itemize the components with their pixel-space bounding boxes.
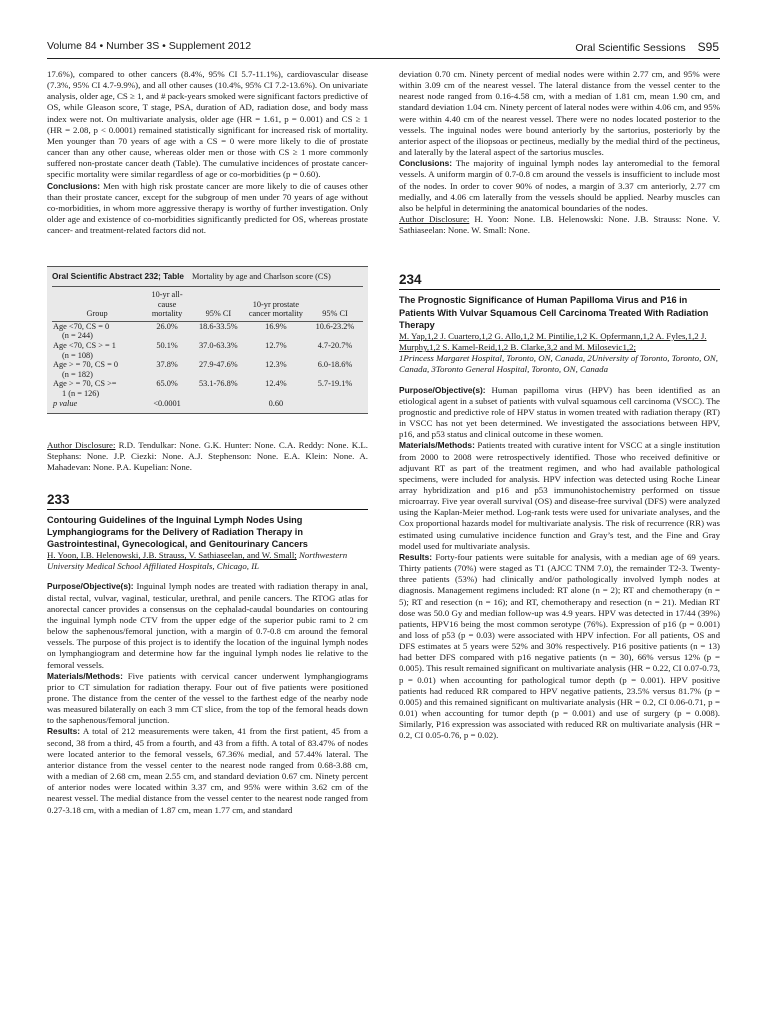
author-affiliation: Northwestern University Medical School Affiliated Hospitals, Chicago, IL xyxy=(47,550,348,572)
table-row xyxy=(52,341,363,351)
ci-cell: 6.0-18.6% xyxy=(317,360,353,370)
ci-cell: 10.6-23.2% xyxy=(315,321,355,331)
disclosure-text: H. Yoon: None. I.B. Helenowski: None. J.B. Strauss: None. V. Sathiaseelan: None. W. Small: None. xyxy=(399,214,721,236)
results-text: Forty-four patients were suitable for analysis, with a median age of 69 years. Thirty patients (70%) were staged as T1 (AJCC TNM 7.0), the remainder T2-3. Twenty-three patients (53%) had clinically and/or pathologically involved lymph nodes at diagnosis. Management regimens included: RT alone (n = 2); RT and chemotherapy (n = 5); RT and resection (n = 16); and RT, chemotherapy and resection (n = 21). Median RT dose was 50.0 Gy and median follow-up was 4.9 years. HPV was detected in 17/44 (39%) patients, HPV16 being the most common serotype (76%). Expression of p16 (p = 0.001) and loss of p53 (p = 0.03) were associated with HPV infection. For all patients, OS and DFS estimates at 5 years were 52% and 30% respectively. P16 positive patients (n = 13) had better DFS compared with p16 negative patients (n = 30), 66% versus 12% (p = 0.005). This result remained significant on multivariate analysis (HR = 0.22, CI 0.07-0.73, p = 0.01) when accounting for pathological tumor depth (p = 0.001). HPV positive patients had reduced RR compared to HPV negative patients, 23.5% versus 81.7% (p = 0.005) and this remained significant on multivariate analysis (HR = 0.2, CI 0.06-0.71, p = 0.01) when accounting for tumor depth (p = 0.001) and use of surgery (p = 0.008). Similarly, P16 expression was associated with reduced RR on multivariate analysis (HR = 0.2, CI 0.05-0.76, p = 0.02). xyxy=(399,551,720,741)
group-cell: Age <70, CS = 0 xyxy=(53,321,110,331)
abstract-233-disclosure xyxy=(399,214,720,236)
group-cell: Age <70, CS > = 1 xyxy=(53,340,116,350)
header-right xyxy=(575,40,719,54)
methods-label: Materials/Methods: xyxy=(399,440,475,451)
ci-cell: 4.7-20.7% xyxy=(317,340,353,350)
pvalue-label: p value xyxy=(53,399,78,409)
right-column xyxy=(399,69,720,742)
table-row xyxy=(52,321,363,331)
table-header-all-mortality: 10-yr all-cause mortality xyxy=(142,287,192,321)
all-mortality-cell: 37.8% xyxy=(156,360,178,370)
purpose-text: Inguinal lymph nodes are treated with radiation therapy in anal, distal rectal, vulvar, vaginal, testicular, urethral, and penile cancers. The RTOG atlas for anorectal cancer provides a consensus on the cephalad-caudal boundaries on contouring the inguinal lymph node CTV from the upper edge of the superior pubic rami to 2 cm below the saphenous/femoral junction, with a margin of 0.7-0.8 cm around the femoral vessels. The purpose of this project is to identify the location of the inguinal lymph nodes on lymphangiogram and determine how far the inguinal lymph nodes lie relative to the femoral vessels. xyxy=(47,581,368,670)
methods-label: Materials/Methods: xyxy=(47,670,123,681)
purpose-text: Human papilloma virus (HPV) has been identified as an etiological agent in a subset of patients with vulval squamous cell carcinoma (VSCC). The prognostic and predictive role of HPV status in women treated with radiation therapy (RT) in VSCC has not yet been determined. We investigated the associations between HPV, p16, and p53 status and clinical outcome in these women. xyxy=(399,384,720,440)
table-header-ci-2: 95% CI xyxy=(307,287,363,321)
table-row xyxy=(52,379,363,389)
methods-text: Patients treated with curative intent for VSCC at a single institution from 2000 to 2008 were retrospectively identified. Those who received definitive or adjuvant RT as part of the treatment regimen, and who had available pathological specimens, were included for analysis. HPV infection was detected using Roche Linear array hybridization and p16 and p53 immunohistochemistry performed on tissue microarray. Five year overall survival (OS) and disease-free survival (DFS) were analyzed using the Kaplan-Meier method. Log-rank tests were used for univariate analyses, and the Cox proportional hazards model for multivariate analysis. The risk of recurrence (RR) was estimated using cumulative incidence function and Gray’s test, and the Fine and Gray model used for multivariate analysis. xyxy=(399,440,720,551)
section-title: Oral Scientific Sessions xyxy=(575,42,686,54)
pc-mortality-cell: 12.7% xyxy=(265,340,287,350)
left-column xyxy=(47,69,368,816)
ci-cell: 53.1-76.8% xyxy=(199,379,238,389)
pc-mortality-cell: 16.9% xyxy=(265,321,287,331)
results-label: Results: xyxy=(47,726,81,737)
group-cell: Age > = 70, CS >= xyxy=(53,379,117,389)
table-caption xyxy=(52,269,363,287)
conclusions-label: Conclusions: xyxy=(47,180,101,191)
table-row-n xyxy=(52,331,363,341)
abstract-234 xyxy=(399,270,720,741)
purpose-label: Purpose/Objective(s): xyxy=(399,384,486,395)
n-cell: (n = 244) xyxy=(62,331,93,341)
pvalue-pc: 0.60 xyxy=(268,399,284,409)
disclosure-label: Author Disclosure: xyxy=(47,440,116,451)
table-caption-text: Mortality by age and Charlson score (CS) xyxy=(192,272,331,282)
conclusions-text: The majority of inguinal lymph nodes lay anteromedial to the femoral vessels. A uniform margin of 0.7-0.8 cm around the vessels is insufficient to include most of the nodes. In order to cover 90% of nodes, a margin of 3.37 cm anteriorly, 2.77 cm medially, and 4.06 cm laterally from the vessels should be applied. Nearby muscles can also be helpful in determining the anatomical boundaries of the nodes. xyxy=(399,158,720,213)
header-rule xyxy=(47,58,720,59)
n-cell: (n = 108) xyxy=(62,350,93,360)
abstract-title: The Prognostic Significance of Human Papilloma Virus and P16 in Patients With Vulvar Squamous Cell Carcinoma Treated With Radiation Therapy xyxy=(399,295,709,330)
abstract-233-conclusions xyxy=(399,158,720,214)
abstract-233 xyxy=(47,490,368,816)
results-section xyxy=(399,552,720,742)
pvalue-all: <0.0001 xyxy=(153,399,181,409)
purpose-section xyxy=(47,581,368,670)
table-grid xyxy=(52,287,363,409)
conclusions-text: Men with high risk prostate cancer are more likely to die of causes other than their prostate cancer, except for the subgroup of men under 70 years of age without co-morbidities, in whom more aggressive therapy is worthy of further investigation. Only older age and existence of co-morbidities significantly predicted for OS, whereas prostate cancer- and treatment-related factors did not. xyxy=(47,180,368,236)
table-header-pc-mortality: 10-yr prostate cancer mortality xyxy=(245,287,307,321)
author-affiliation: 1Princess Margaret Hospital, Toronto, ON, Canada, 2University of Toronto, Toronto, ON, Canada, 3Toronto General Hospital, Toronto, ON, Canada xyxy=(399,353,718,375)
author-list: M. Yap,1,2 J. Cuartero,1,2 G. Allo,1,2 M. Pintilie,1,2 K. Opfermann,1,2 A. Fyles,1,2 J. Murphy,1,2 S. Kamel-Reid,1,2 B. Clarke,3,2 and M. Milosevic1,2; xyxy=(399,330,707,353)
purpose-label: Purpose/Objective(s): xyxy=(47,581,134,592)
journal-volume: Volume 84 • Number 3S • Supplement 2012 xyxy=(47,40,252,52)
mortality-table xyxy=(47,266,368,414)
ci-cell: 27.9-47.6% xyxy=(199,360,238,370)
conclusions-label: Conclusions: xyxy=(399,158,453,169)
methods-section xyxy=(47,671,368,727)
group-cell: Age > = 70, CS = 0 xyxy=(53,360,118,370)
abstract-number: 233 xyxy=(47,490,368,510)
disclosure-label: Author Disclosure: xyxy=(399,214,470,225)
table-row-n xyxy=(52,370,363,380)
page-number: S95 xyxy=(697,40,719,54)
all-mortality-cell: 65.0% xyxy=(156,379,178,389)
results-section xyxy=(47,726,368,815)
all-mortality-cell: 26.0% xyxy=(156,321,178,331)
abstract-232-continued: 17.6%), compared to other cancers (8.4%, 95% CI 5.7-11.1%), cardiovascular disease (7.3%, 95% CI 4.7-9.9%), and all other causes (10.4%, 95% CI 7.2-13.6%). On univariate analysis, older age, CS ≥ 1, and # pack-years smoked were significant factors predictive of OS, while Gleason score, T stage, PSA, duration of AD, radiation dose, and body mass index were not. On multivariate analysis, older age (HR = 1.61, p = 0.001) and CS ≥ 1 (HR = 2.08, p < 0.0001) remained statistically significant for increased risk of mortality. Men younger than 70 years of age with a CS = 0 were more likely to die of prostate cancer than any other cause, whereas older men or those with CS ≥ 1 more commonly suffered non-prostate cancer death (Table). The cumulative incidences of prostate cancer-specific mortality were similar regardless of age or co-morbidities (p = 0.60). xyxy=(47,69,368,180)
table-row-n xyxy=(52,389,363,399)
purpose-section xyxy=(399,385,720,441)
table-row-pvalue xyxy=(52,398,363,409)
table-header-ci-1: 95% CI xyxy=(192,287,245,321)
table-header-group: Group xyxy=(52,287,142,321)
abstract-authors xyxy=(47,550,368,572)
n-cell: 1 (n = 126) xyxy=(62,388,100,398)
ci-cell: 18.6-33.5% xyxy=(199,321,238,331)
results-label: Results: xyxy=(399,551,433,562)
table-row xyxy=(52,360,363,370)
ci-cell: 5.7-19.1% xyxy=(317,379,353,389)
pc-mortality-cell: 12.4% xyxy=(265,379,287,389)
abstract-232-conclusions xyxy=(47,181,368,237)
all-mortality-cell: 50.1% xyxy=(156,340,178,350)
table-caption-label: Oral Scientific Abstract 232; Table xyxy=(52,272,184,282)
n-cell: (n = 182) xyxy=(62,369,93,379)
author-list: H. Yoon, I.B. Helenowski, J.B. Strauss, V. Sathiaseelan, and W. Small; xyxy=(47,550,297,561)
pc-mortality-cell: 12.3% xyxy=(265,360,287,370)
results-text: A total of 212 measurements were taken, 41 from the first patient, 45 from a second, 38 from a third, 45 from a fourth, and 43 from a fifth. A total of 83.47% of nodes were located anterior to the femoral vessels, 67.36% medial, and 57.44% lateral. The anterior distance from the vessel center to the nearest node ranged from 0.68-3.88 cm, with a median of 2.68 cm, mean 2.55 cm, and standard deviation 0.67 cm. Ninety percent of anterior nodes were located within 3.37 cm, and 95% were within 3.62 cm of the nearest vessel. The medial distance from the vessel center to the nearest node ranged from 0.27-3.18 cm, with a median of 1.87 cm, mean 1.77 cm, and standard xyxy=(47,726,368,815)
disclosure-text: R.D. Tendulkar: None. G.K. Hunter: None. C.A. Reddy: None. K.L. Stephans: None. J.P. Ciezki: None. A.J. Stephenson: None. E.A. Klein: None. A. Mahadevan: None. P.A. Kupelian: None. xyxy=(47,440,369,473)
abstract-233-continued: deviation 0.70 cm. Ninety percent of medial nodes were within 2.77 cm, and 95% were within 3.09 cm of the nearest vessel. The lateral distance from the vessel center to the nearest node ranged from 0.16-4.58 cm, with a median of 1.81 cm, mean 1.90 cm, and standard deviation 1.04 cm. Ninety percent of lateral nodes were within 4.06 cm, and 95% were within 4.40 cm of the nearest vessel. There were no nodes located posterior to the vessels. The inguinal nodes were bound anteriorly by the sartorius, posteriorly by the anterior aspect of the iliopsoas or pectineus, medially by the medial third of the pectineus, and laterally by the lateral aspect of the sartorius muscles. xyxy=(399,69,720,158)
table-row-n xyxy=(52,351,363,361)
running-header xyxy=(47,40,719,56)
abstract-number: 234 xyxy=(399,270,720,290)
abstract-title: Contouring Guidelines of the Inguinal Lymph Nodes Using Lymphangiograms for the Delivery of Radiation Therapy in Gastrointestinal, Gynecological, and Genitourinary Cancers xyxy=(47,514,308,549)
methods-section xyxy=(399,440,720,552)
ci-cell: 37.0-63.3% xyxy=(199,340,238,350)
methods-text: Five patients with cervical cancer underwent lymphangiograms prior to CT simulation for radiation therapy. Four out of five patients were positioned prone. The distance from the center of the vessel to the farthest edge of the nearby node was measured bilaterally on each 3 mm CT slice, from the top of the femoral heads down to the saphenous/femoral junction. xyxy=(47,670,368,726)
abstract-232-disclosure xyxy=(47,440,368,473)
